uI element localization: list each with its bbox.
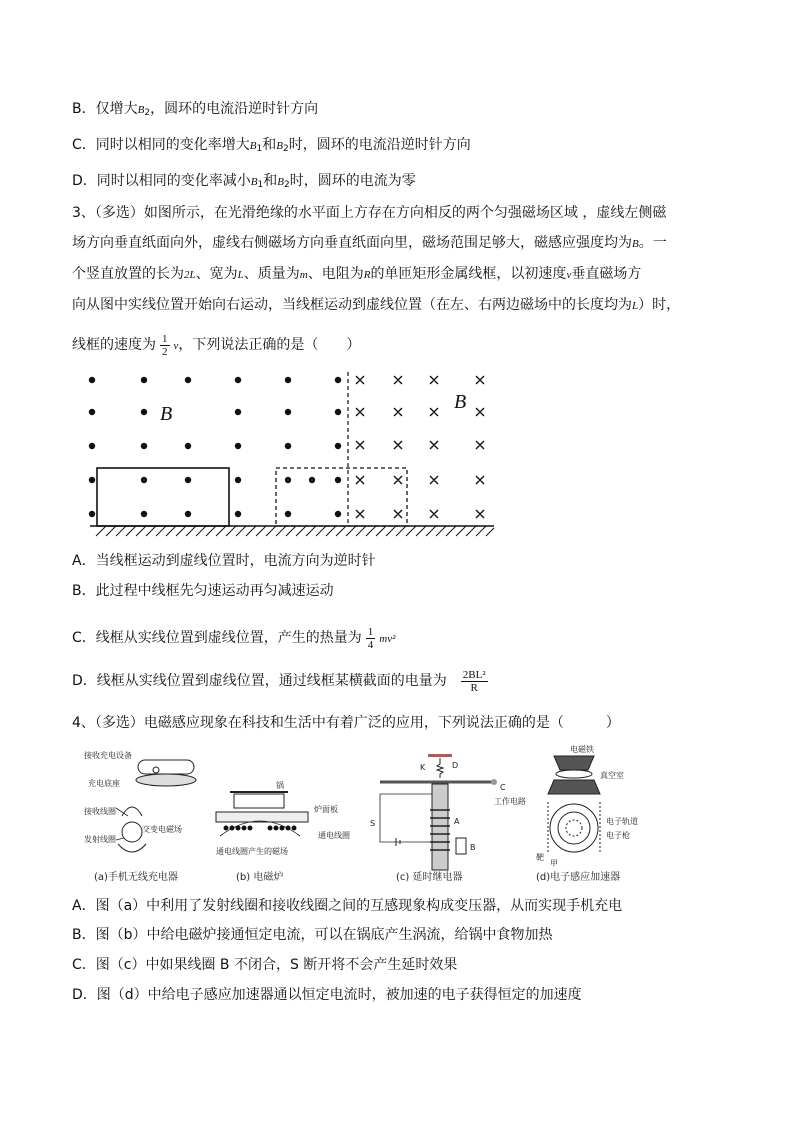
q3-option-d: D．线框从实线位置到虚线位置，通过线框某横截面的电量为 $\frac{\text{2BL²}}{R}$ — [72, 668, 486, 694]
q3-stem — [72, 198, 724, 321]
q4-option-d: D．图（d）中给电子感应加速器通以恒定电流时，被加速的电子获得恒定的加速度 — [72, 987, 582, 1003]
q3-frac-half: $\frac{1}{2}$ — [162, 332, 168, 358]
q3-line-2: 场方向垂直纸面向外，虚线右侧磁场方向垂直纸面向里，磁场范围足够大，磁感应强度均为B。一 — [72, 235, 667, 251]
svg-text:接收线圈: 接收线圈 — [84, 807, 116, 816]
svg-text:电子轨道: 电子轨道 — [606, 817, 638, 826]
q3-line-1: 3、（多选）如图所示，在光滑绝缘的水平面上方存在方向相反的两个匀强磁场区域 ，虚线左侧磁 — [72, 205, 667, 221]
svg-text:(a)手机无线充电器: (a)手机无线充电器 — [94, 872, 178, 883]
svg-text:电子枪: 电子枪 — [606, 831, 630, 840]
svg-text:锅: 锅 — [276, 781, 284, 790]
svg-text:C: C — [500, 783, 506, 792]
q4-figures — [80, 744, 640, 888]
svg-text:(d)电子感应加速器: (d)电子感应加速器 — [536, 872, 621, 883]
field-label-right: B — [454, 391, 467, 413]
svg-text:真空室: 真空室 — [600, 771, 624, 780]
q3-option-b: B．此过程中线框先匀速运动再匀减速运动 — [72, 583, 334, 599]
fig-b-induction-cooker — [216, 780, 350, 883]
option-prev-b: B．仅增大$B_2$，圆环的电流沿逆时针方向 — [72, 101, 319, 118]
fig-c-delay-relay — [370, 754, 526, 883]
q4-option-c: C．图（c）中如果线圈 B 不闭合，S 断开将不会产生延时效果 — [72, 957, 458, 973]
svg-text:K: K — [420, 763, 426, 772]
frame-dashed-position — [276, 468, 407, 526]
svg-text:A: A — [454, 817, 460, 826]
svg-text:通电线圈产生的磁场: 通电线圈产生的磁场 — [216, 847, 288, 856]
q4-stem: 4、（多选）电磁感应现象在科技和生活中有着广泛的应用，下列说法正确的是（ ） — [72, 715, 620, 731]
svg-text:甲: 甲 — [550, 859, 558, 868]
svg-text:靶: 靶 — [536, 853, 544, 862]
frame-solid-position — [97, 468, 229, 526]
option-prev-d: D．同时以相同的变化率减小$B_1$和$B_2$时，圆环的电流为零 — [72, 173, 416, 190]
svg-text:电磁铁: 电磁铁 — [570, 745, 594, 754]
svg-text:D: D — [452, 761, 459, 770]
fig-a-wireless-charger — [84, 750, 196, 883]
ground-surface — [90, 526, 494, 536]
q4-option-a: A．图（a）中利用了发射线圈和接收线圈之间的互感现象构成变压器，从而实现手机充电 — [72, 898, 623, 914]
q3-option-a: A．当线框运动到虚线位置时，电流方向为逆时针 — [72, 553, 376, 569]
svg-text:(c) 延时继电器: (c) 延时继电器 — [396, 872, 463, 883]
q4-option-b: B．图（b）中给电磁炉接通恒定电流，可以在锅底产生涡流，给锅中食物加热 — [72, 927, 553, 943]
svg-text:充电底座: 充电底座 — [88, 779, 120, 788]
q3-line-4: 向从图中实线位置开始向右运动，当线框运动到虚线位置（在左、右两边磁场中的长度均为L）时， — [72, 297, 681, 313]
svg-text:(b) 电磁炉: (b) 电磁炉 — [236, 872, 284, 883]
q3-line-3: 个竖直放置的长为2L、宽为L、质量为m、电阻为R的单匝矩形金属线框，以初速度v垂直磁场方 — [72, 266, 642, 282]
fig-d-betatron — [536, 744, 638, 883]
svg-text:工作电路: 工作电路 — [494, 797, 526, 806]
svg-text:S: S — [370, 819, 376, 828]
svg-text:交变电磁场: 交变电磁场 — [142, 825, 182, 834]
svg-text:B: B — [470, 843, 476, 852]
svg-text:接收充电设备: 接收充电设备 — [84, 751, 132, 760]
option-prev-c: C．同时以相同的变化率增大$B_1$和$B_2$时，圆环的电流沿逆时针方向 — [72, 137, 471, 154]
svg-text:通电线圈: 通电线圈 — [318, 831, 350, 840]
q3-line-5: 线框的速度为 $\frac{1}{2}$ v，下列说法正确的是（ ） — [72, 332, 361, 358]
field-label-left: B — [160, 403, 173, 425]
field-dots-out — [89, 377, 341, 517]
svg-text:炉面板: 炉面板 — [314, 805, 338, 814]
svg-text:发射线圈: 发射线圈 — [84, 835, 116, 844]
q3-magnetic-field-figure — [80, 368, 500, 540]
q3-option-c: C．线框从实线位置到虚线位置，产生的热量为 $\frac{1}{4}$ mv² — [72, 625, 396, 651]
